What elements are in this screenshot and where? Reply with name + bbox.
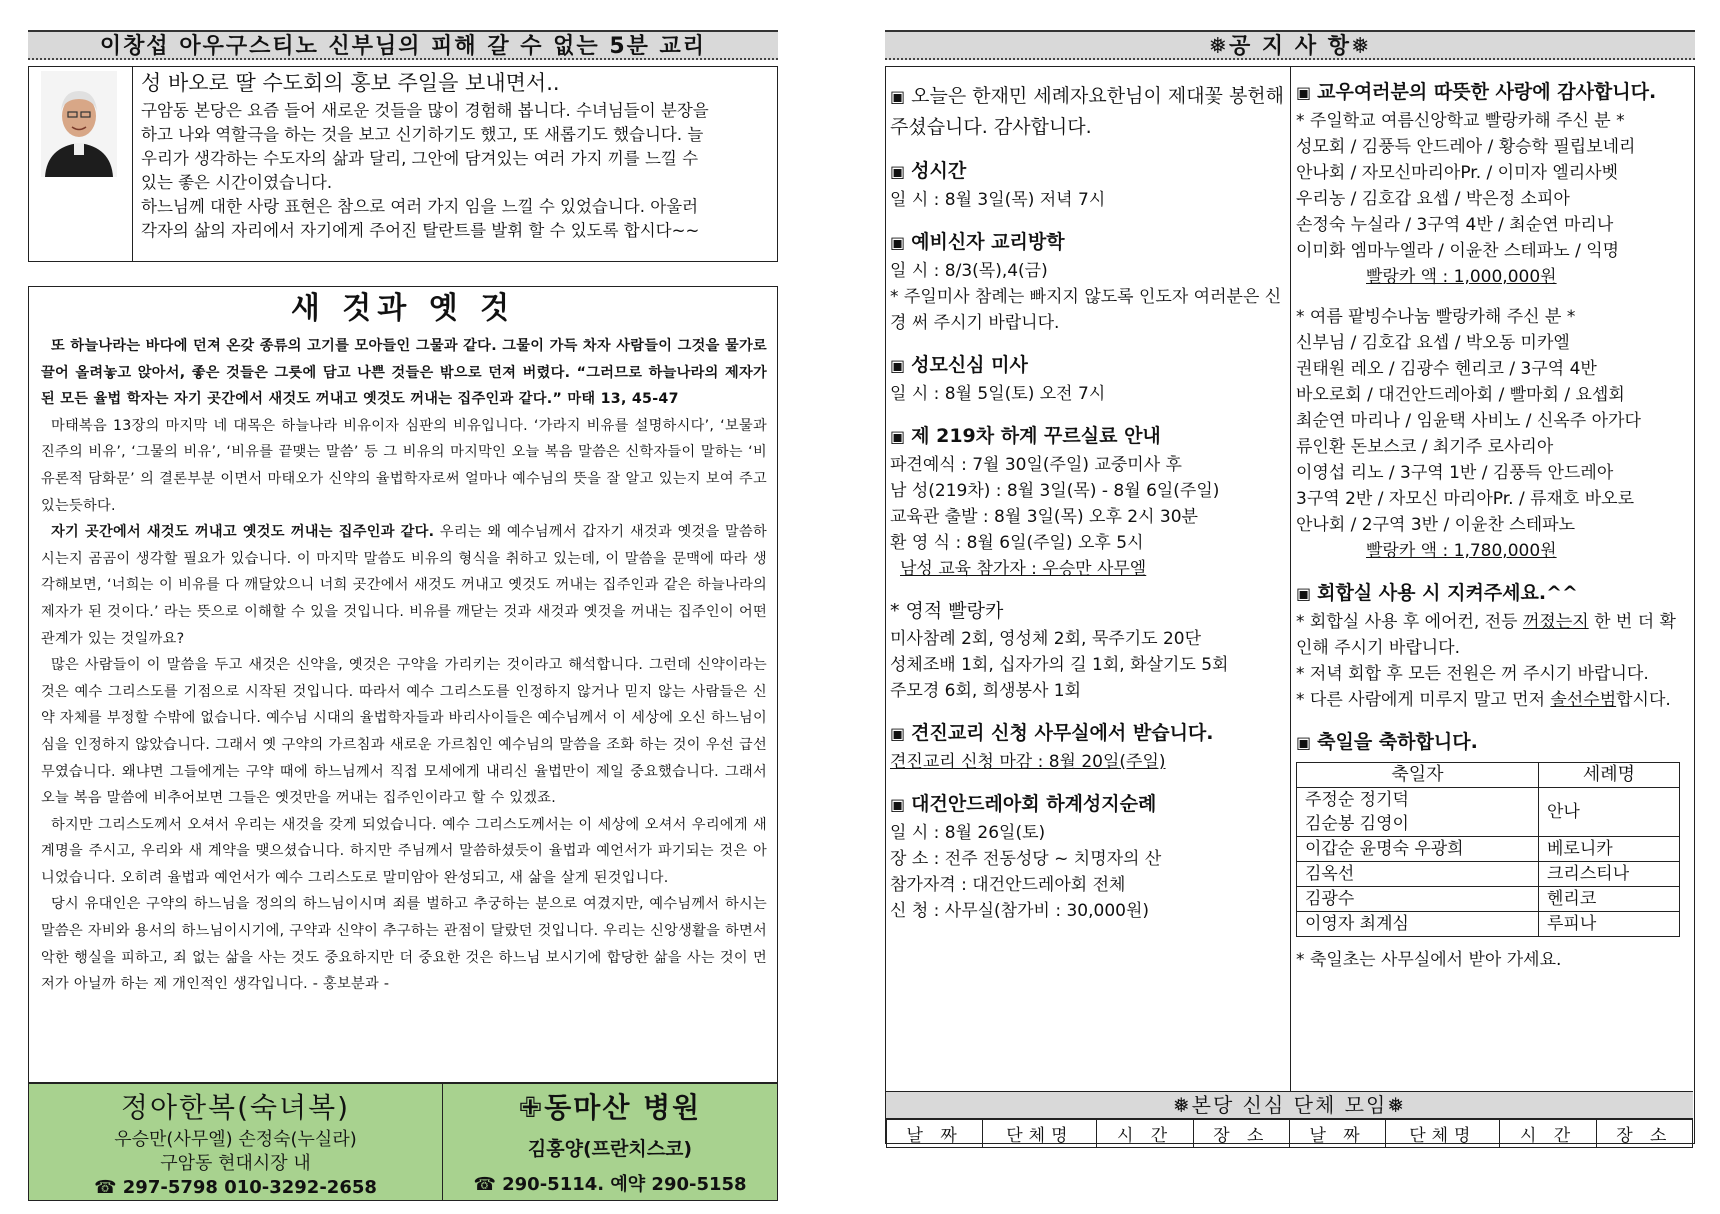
groups-table (886, 1119, 1693, 1148)
priest-line: 하느님께 대한 사랑 표현은 참으로 여러 가지 임을 느낄 수 있었습니다. 아울러 (141, 197, 699, 216)
feast-header: 세례명 (1539, 763, 1680, 788)
square-bullet-icon: ▣ (890, 795, 906, 814)
square-bullet-icon: ▣ (1296, 584, 1312, 603)
table-row (1297, 912, 1680, 937)
article-paragraph: 많은 사람들이 이 말씀을 두고 새것은 신약을, 옛것은 구약을 가리키는 것이라고 해석합니다. 그런데 신약이라는 것은 예수 그리스도를 기점으로 시작된 것입니다. 따라서 예수 그리스도를 인정하지 않거나 믿지 않는 사람들은 신약 자체를 부정할 수밖에 없습니다. 예수님 시대의 율법학자들과 바리사이들은 예수님께서 이 세상에 오신 하느님이심을 인정하지 않았습니다. 그래서 옛 구약의 가르침과 새로운 가르침인 예수님의 말씀을 조화 하는 것이 우선 급선무였습니다. 왜냐면 그들에게는 구약 때에 하느님께서 직접 모세에게 내리신 율법만이 제일 중요했습니다. 그래서 오늘 복음 말씀에 비추어보면 그들은 옛것만을 꺼내는 집주인이라고 할 수 있겠죠. (41, 657, 767, 807)
donor-line: 최순연 마리나 / 임윤택 사비노 / 신옥주 아가다 (1296, 411, 1641, 431)
cursillo-line: 환 영 식 : 8월 6일(주일) 오후 5시 (890, 533, 1144, 553)
table-row (1297, 837, 1680, 862)
lesson-header: 이창섭 아우구스티노 신부님의 피해 갈 수 없는 5분 교리 (28, 30, 778, 60)
table-row (1297, 887, 1680, 912)
square-bullet-icon: ▣ (890, 724, 906, 743)
notice-column-1 (890, 81, 1284, 924)
ad-hospital-phone: ☎ 290-5114. 예약 290-5158 (473, 1174, 747, 1195)
notice-box (885, 66, 1695, 1144)
priest-line: 있는 좋은 시간이였습니다. (141, 173, 333, 192)
priest-message-title: 성 바오로 딸 수도회의 홍보 주일을 보내면서.. (141, 71, 560, 95)
square-bullet-icon: ▣ (890, 356, 906, 375)
feast-names: 이갑순 윤명숙 우광희 (1297, 837, 1539, 862)
pilgrimage-line: 장 소 : 전주 전동성당 ~ 치명자의 산 (890, 849, 1162, 869)
feast-names: 김광수 (1297, 887, 1539, 912)
feast-saint: 헨리코 (1539, 887, 1680, 912)
donor-line: 류인환 돈보스코 / 최기주 로사리아 (1296, 437, 1554, 457)
donor-line: 신부님 / 김호갑 요셉 / 박오동 미카엘 (1296, 333, 1570, 353)
spiritual-bouquet-line: 미사참례 2회, 영성체 2회, 묵주기도 20단 (890, 629, 1201, 649)
catechumen-break-note: * 주일미사 참례는 빠지지 않도록 인도자 여러분은 신경 써 주시기 바랍니다. (890, 287, 1282, 333)
donor-line: 바오로회 / 대건안드레아회 / 빨마회 / 요셉회 (1296, 385, 1625, 405)
priest-photo-cell (29, 67, 133, 261)
feast-names: 이영자 최계심 (1297, 912, 1539, 937)
square-bullet-icon: ▣ (890, 427, 906, 446)
feast-header-row (1297, 763, 1680, 788)
feast-title: ▣ 축일을 축하합니다. (1296, 731, 1478, 753)
priest-line: 우리가 생각하는 수도자의 삶과 달리, 그안에 담겨있는 여러 가지 끼를 느낄 수 (141, 149, 699, 168)
intro-section (890, 81, 1284, 142)
spiritual-bouquet-line: 주모경 6회, 희생봉사 1회 (890, 681, 1082, 701)
table-row (1297, 788, 1680, 837)
article-box (28, 286, 778, 1083)
thanks-title: ▣ 교우여러분의 따뜻한 사랑에 감사합니다. (1296, 81, 1657, 103)
donor-line: 손정숙 누실라 / 3구역 4반 / 최순연 마리나 (1296, 215, 1614, 235)
column-divider (1290, 67, 1291, 1091)
feast-note: * 축일초는 사무실에서 받아 가세요. (1296, 950, 1562, 970)
priest-message-box (28, 66, 778, 262)
groups-col-time: 시 간 (1500, 1120, 1596, 1148)
ad-hospital-name: ✙동마산 병원 (518, 1091, 702, 1124)
priest-photo (41, 71, 117, 177)
feast-header: 축일자 (1297, 763, 1539, 788)
notice-header: ❅공 지 사 항❅ (885, 30, 1695, 60)
meeting-room-rule: * 저녁 회합 후 모든 전원은 꺼 주시기 바랍니다. (1296, 664, 1649, 684)
spiritual-bouquet-line: 성체조배 1회, 십자가의 길 1회, 화살기도 5회 (890, 655, 1229, 675)
article-paragraph: 마태복음 13장의 마지막 네 대목은 하늘나라 비유이자 심판의 비유입니다. ‘가라지 비유를 설명하시다’, ‘보물과 진주의 비유’, ‘그물의 비유’, ‘비유를 끝맺는 말씀’ 등 그 비유의 마지막인 오늘 복음 말씀은 신학자들이 말하는 ‘비유론적 담화문’ 의 결론부분 이면서 마태오가 신약의 율법학자로써 얼마나 예수님의 뜻을 잘 알고 있는지 보여 주고 있는듯하다. (41, 417, 767, 514)
ad-hanbok-name: 정아한복(숙녀복) (120, 1091, 351, 1124)
pilgrimage-title: ▣ 대건안드레아회 하계성지순례 (890, 793, 1157, 815)
cursillo-participant: 남성 교육 참가자 : 우승만 사무엘 (900, 559, 1147, 579)
feast-names: 주정순 정기덕 김순봉 김영이 (1297, 788, 1539, 837)
donor-line: 성모회 / 김풍득 안드레아 / 황승학 필립보네리 (1296, 137, 1636, 157)
holy-hour-title: ▣ 성시간 (890, 160, 967, 182)
donation-total: 빨랑카 액 : 1,780,000원 (1366, 541, 1557, 561)
groups-col-group: 단체명 (983, 1120, 1097, 1148)
donor-line: 3구역 2반 / 자모신 마리아Pr. / 류재호 바오로 (1296, 489, 1635, 509)
feast-table (1296, 762, 1680, 937)
article-paragraph: 하지만 그리스도께서 오셔서 우리는 새것을 갖게 되었습니다. 예수 그리스도께서는 이 세상에 오셔서 우리에게 새 계명을 주시고, 우리와 새 계약을 맺으셨습니다. 하지만 주님께서 말씀하셨듯이 율법과 예언서가 파기되는 것은 아니었습니다. 오히려 율법과 예언서가 예수 그리스도로 말미암아 완성되고, 새 삶을 살게 된것입니다. (41, 816, 767, 886)
ad-hospital-owner: 김홍양(프란치스코) (527, 1138, 693, 1160)
ad-hanbok (28, 1083, 443, 1201)
spiritual-bouquet-title: * 영적 빨랑카 (890, 600, 1004, 622)
donor-subtitle: * 여름 팥빙수나눔 빨랑카해 주신 분 * (1296, 307, 1576, 327)
catechumen-break-date: 일 시 : 8/3(목),4(금) (890, 261, 1048, 281)
catechumen-break-title: ▣ 예비신자 교리방학 (890, 231, 1065, 253)
confirmation-title: ▣ 견진교리 신청 사무실에서 받습니다. (890, 722, 1214, 744)
ad-hanbok-owners: 우승만(사무엘) 손정숙(누실라) (114, 1129, 357, 1150)
feast-saint: 베로니카 (1539, 837, 1680, 862)
holy-hour-time: 일 시 : 8월 3일(목) 저녁 7시 (890, 190, 1106, 210)
feast-saint: 루피나 (1539, 912, 1680, 937)
ad-hanbok-phone: ☎ 297-5798 010-3292-2658 (94, 1177, 377, 1198)
feast-names: 김옥선 (1297, 862, 1539, 887)
donor-line: 안나회 / 2구역 3반 / 이윤찬 스테파노 (1296, 515, 1575, 535)
groups-table-wrap (886, 1119, 1693, 1146)
donor-line: 안나회 / 자모신마리아Pr. / 이미자 엘리사벳 (1296, 163, 1619, 183)
article-paragraph: 당시 유대인은 구약의 하느님을 정의의 하느님이시며 죄를 벌하고 추궁하는 분으로 여겼지만, 예수님께서 하시는 말씀은 자비와 용서의 하느님이시기에, 구약과 신약이 추구하는 관점이 달랐던 것입니다. 우리는 신앙생활을 하면서 악한 행실을 피하고, 죄 없는 삶을 사는 것도 중요하지만 더 중요한 것은 하느님 보시기에 합당한 삶을 사는 것이 먼저가 아닐까 하는 제 개인적인 생각입니다. - 홍보분과 - (41, 896, 767, 993)
article-title: 새 것과 옛 것 (290, 291, 516, 326)
pilgrimage-line: 신 청 : 사무실(참가비 : 30,000원) (890, 901, 1150, 921)
groups-header: ❅본당 신심 단체 모임❅ (886, 1091, 1693, 1119)
groups-header-row (887, 1120, 1693, 1148)
meeting-room-rule: * 회합실 사용 후 에어컨, 전등 꺼졌는지 한 번 더 확인해 주시기 바랍니다. (1296, 612, 1676, 658)
donor-line: 이미화 엠마누엘라 / 이윤찬 스테파노 / 익명 (1296, 241, 1620, 261)
donor-line: 권태원 레오 / 김광수 헨리코 / 3구역 4반 (1296, 359, 1597, 379)
groups-col-time: 시 간 (1097, 1120, 1193, 1148)
square-bullet-icon: ▣ (1296, 733, 1312, 752)
pilgrimage-line: 일 시 : 8월 26일(토) (890, 823, 1046, 843)
meeting-room-title: ▣ 회합실 사용 시 지켜주세요.^^ (1296, 582, 1578, 604)
square-bullet-icon: ▣ (890, 233, 906, 252)
marian-mass-title: ▣ 성모신심 미사 (890, 354, 1028, 376)
square-bullet-icon: ▣ (890, 87, 906, 106)
ad-hanbok-address: 구암동 현대시장 내 (160, 1153, 311, 1174)
cursillo-line: 파견예식 : 7월 30일(주일) 교중미사 후 (890, 455, 1182, 475)
article-text: 우리는 왜 예수님께서 갑자기 새것과 옛것을 말씀하시는지 곰곰이 생각할 필요가 있습니다. 이 마지막 말씀도 비유의 형식을 취하고 있는데, 이 말씀을 문맥에 따라 생각해보면, ‘너희는 이 비유를 다 깨달았으니 너희 곳간에서 새것도 꺼내고 옛것도 꺼내는 집주인과 같은 하늘나라의 제자가 된 것이다.’ 라는 뜻으로 이해할 수 있을 것입니다. 비유를 깨닫는 것과 새것과 옛것을 꺼내는 집주인이 어떤 관계가 있는 것일까요? (41, 524, 767, 647)
priest-line: 각자의 삶의 자리에서 자기에게 주어진 탈란트를 발휘 할 수 있도록 합시다~~ (141, 221, 700, 240)
article-body (29, 329, 777, 998)
feast-saint: 안나 (1539, 788, 1680, 837)
confirmation-deadline: 견진교리 신청 마감 : 8월 20일(주일) (890, 752, 1166, 772)
cursillo-title: ▣ 제 219차 하계 꾸르실료 안내 (890, 425, 1161, 447)
table-row (1297, 862, 1680, 887)
priest-line: 구암동 본당은 요즘 들어 새로운 것들을 많이 경험해 봅니다. 수녀님들이 분장을 (141, 101, 709, 120)
pilgrimage-line: 참가자격 : 대건안드레아회 전체 (890, 875, 1126, 895)
feast-saint: 크리스티나 (1539, 862, 1680, 887)
article-scripture: 또 하늘나라는 바다에 던져 온갖 종류의 고기를 모아들인 그물과 같다. 그물이 가득 차자 사람들이 그것을 물가로 끌어 올려놓고 앉아서, 좋은 것들은 그릇에 담고 나쁜 것들은 밖으로 던져 버렸다. “그러므로 하늘나라의 제자가 된 모든 율법 학자는 자기 곳간에서 새것도 꺼내고 옛것도 꺼내는 집주인과 같다.” 마태 13, 45-47 (41, 338, 767, 408)
donor-line: 우리농 / 김호갑 요셉 / 박은정 소피아 (1296, 189, 1570, 209)
meeting-room-rule: * 다른 사람에게 미루지 말고 먼저 솔선수범합시다. (1296, 690, 1671, 710)
notice-column-2 (1296, 77, 1690, 973)
article-quote: 자기 곳간에서 새것도 꺼내고 옛것도 꺼내는 집주인과 같다. (51, 524, 435, 541)
groups-col-date: 날 짜 (887, 1120, 983, 1148)
ad-hospital (443, 1083, 778, 1201)
donor-subtitle: * 주일학교 여름신앙학교 빨랑카해 주신 분 * (1296, 111, 1625, 131)
groups-col-place: 장 소 (1193, 1120, 1289, 1148)
square-bullet-icon: ▣ (1296, 83, 1312, 102)
cursillo-line: 교육관 출발 : 8월 3일(목) 오후 2시 30분 (890, 507, 1198, 527)
marian-mass-time: 일 시 : 8월 5일(토) 오전 7시 (890, 384, 1106, 404)
donor-line: 이영섭 리노 / 3구역 1반 / 김풍득 안드레아 (1296, 463, 1614, 483)
square-bullet-icon: ▣ (890, 162, 906, 181)
article-paragraph (41, 519, 767, 652)
priest-message-content (141, 69, 771, 243)
groups-col-place: 장 소 (1596, 1120, 1692, 1148)
priest-line: 하고 나와 역할극을 하는 것을 보고 신기하기도 했고, 또 새롭기도 했습니다. 늘 (141, 125, 704, 144)
groups-col-group: 단체명 (1386, 1120, 1500, 1148)
flower-thanks-text: 오늘은 한재민 세례자요한님이 제대꽃 봉헌해 주셨습니다. 감사합니다. (890, 85, 1285, 138)
donation-total: 빨랑카 액 : 1,000,000원 (1366, 267, 1557, 287)
groups-col-date: 날 짜 (1289, 1120, 1385, 1148)
cursillo-line: 남 성(219차) : 8월 3일(목) - 8월 6일(주일) (890, 481, 1220, 501)
